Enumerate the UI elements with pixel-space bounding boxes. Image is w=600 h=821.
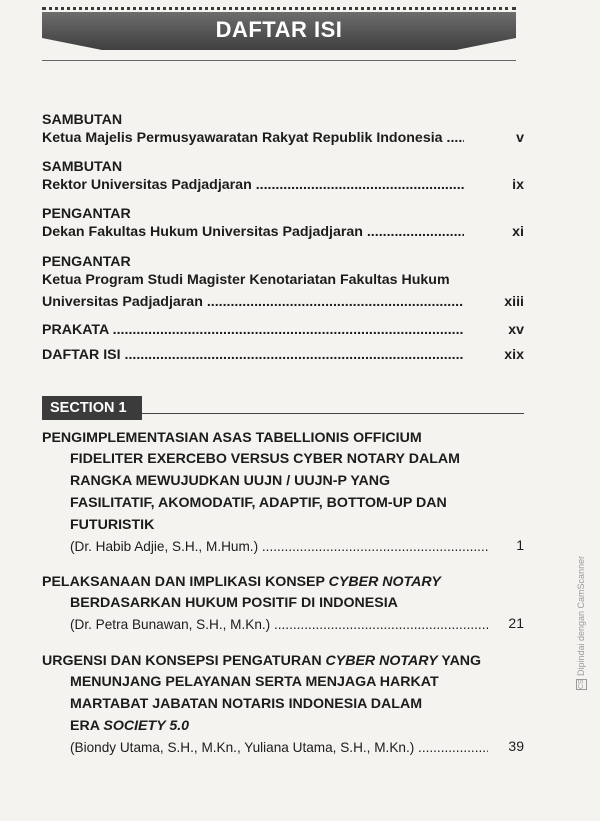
article-title-line: MENUNJANG PELAYANAN SERTA MENJAGA HARKAT <box>70 674 439 690</box>
fm-page-number: xi <box>512 224 524 240</box>
fm-row-sambutan-rektor[interactable] <box>42 176 524 194</box>
article-title-line: RANGKA MEWUJUDKAN UUJN / UUJN-P YANG <box>70 473 391 489</box>
fm-heading-sambutan-1: SAMBUTAN <box>42 112 123 128</box>
watermark-text: Dipindai dengan CamScanner <box>576 555 586 676</box>
fm-row-daftar-isi[interactable] <box>42 346 524 364</box>
fm-heading-pengantar-2: PENGANTAR <box>42 254 131 270</box>
article-title-line: BERDASARKAN HUKUM POSITIF DI INDONESIA <box>70 595 398 611</box>
header-banner <box>42 12 516 50</box>
article-title-line: FASILITATIF, AKOMODATIF, ADAPTIF, BOTTOM-UP DAN <box>70 495 447 511</box>
camscanner-icon: CS <box>578 679 586 689</box>
article-title-line: FIDELITER EXERCEBO VERSUS CYBER NOTARY DALAM <box>70 451 460 467</box>
fm-heading-pengantar-1: PENGANTAR <box>42 206 131 222</box>
fm-title-line: Ketua Program Studi Magister Kenotariatan Fakultas Hukum <box>42 272 450 288</box>
scanner-watermark <box>576 556 587 690</box>
page-title: DAFTAR ISI <box>215 17 343 42</box>
fm-row-sambutan-mpr[interactable] <box>42 129 524 147</box>
article-title-line: MARTABAT JABATAN NOTARIS INDONESIA DALAM <box>70 696 423 712</box>
fm-page-number: xiii <box>504 294 524 310</box>
fm-title: Ketua Majelis Permusyawaratan Rakyat Republik Indonesia ..... <box>42 129 464 147</box>
fm-row-prakata[interactable] <box>42 321 524 339</box>
fm-heading-sambutan-2: SAMBUTAN <box>42 159 123 175</box>
fm-title: DAFTAR ISI ..... <box>42 346 464 364</box>
fm-page-number: xv <box>508 322 524 338</box>
article-title-line: ERA SOCIETY 5.0 <box>70 718 190 734</box>
fm-title: PRAKATA ..... <box>42 321 464 339</box>
article-page-number: 1 <box>516 537 524 553</box>
header-rule <box>42 60 516 61</box>
fm-page-number: xix <box>504 347 524 363</box>
article-title-line: URGENSI DAN KONSEPSI PENGATURAN CYBER NOTARY YANG <box>42 653 482 669</box>
article-page-number: 21 <box>508 615 524 631</box>
top-dotted-rule <box>42 7 516 10</box>
fm-page-number: v <box>516 130 524 146</box>
article-authors: (Biondy Utama, S.H., M.Kn., Yuliana Utama, S.H., M.Kn.) ..... <box>70 739 488 757</box>
fm-title: Rektor Universitas Padjadjaran ..... <box>42 176 464 194</box>
fm-title: Universitas Padjadjaran ..... <box>42 293 464 311</box>
fm-page-number: ix <box>512 177 524 193</box>
section-label: SECTION 1 <box>42 396 142 420</box>
article-title-line: PELAKSANAAN DAN IMPLIKASI KONSEP CYBER NOTARY <box>42 574 441 590</box>
article-authors: (Dr. Habib Adjie, S.H., M.Hum.) ..... <box>70 538 488 556</box>
fm-row-pengantar-dekan[interactable] <box>42 223 524 241</box>
fm-title: Dekan Fakultas Hukum Universitas Padjadjaran ..... <box>42 223 464 241</box>
article-authors: (Dr. Petra Bunawan, S.H., M.Kn.) ..... <box>70 616 488 634</box>
article-page-number: 39 <box>508 738 524 754</box>
article-title-line: PENGIMPLEMENTASIAN ASAS TABELLIONIS OFFICIUM <box>42 430 422 446</box>
article-title-line: FUTURISTIK <box>70 517 155 533</box>
fm-row-pengantar-kaprodi[interactable] <box>42 293 524 311</box>
